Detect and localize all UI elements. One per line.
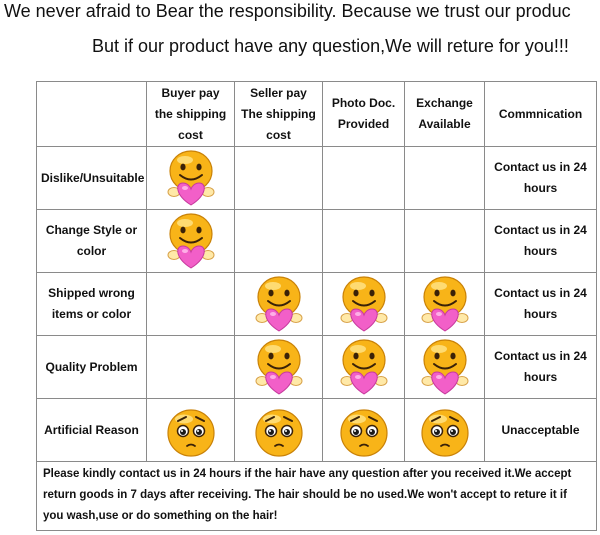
- icon-cell: [235, 399, 323, 462]
- communication-cell: Contact us in 24 hours: [485, 336, 597, 399]
- icon-cell: [235, 147, 323, 210]
- icon-cell: [235, 336, 323, 399]
- communication-cell: Contact us in 24 hours: [485, 273, 597, 336]
- header-communication: Commnication: [485, 82, 597, 147]
- happy-heart-icon: [419, 275, 471, 333]
- icon-cell: [147, 273, 235, 336]
- sad-face-icon: [338, 401, 390, 459]
- icon-cell: [147, 147, 235, 210]
- icon-cell: [235, 210, 323, 273]
- icon-cell: [323, 147, 405, 210]
- happy-heart-icon: [253, 338, 305, 396]
- communication-cell: Contact us in 24 hours: [485, 147, 597, 210]
- icon-cell: [323, 210, 405, 273]
- policy-note: Please kindly contact us in 24 hours if the hair have any question after you received it.We accept return goods in 7 days after receiving. The hair should be no used.We won't accept to reture it if you wash,use or do something on the hair!: [37, 462, 597, 531]
- happy-heart-icon: [253, 275, 305, 333]
- header-buyer-pay: Buyer pay the shipping cost: [147, 82, 235, 147]
- icon-cell: [405, 147, 485, 210]
- header-photo-doc: Photo Doc. Provided: [323, 82, 405, 147]
- icon-cell: [405, 336, 485, 399]
- headline-line-1: We never afraid to Bear the responsibility. Because we trust our produc: [4, 1, 571, 21]
- table-row: [37, 399, 597, 462]
- icon-cell: [235, 273, 323, 336]
- icon-cell: [323, 399, 405, 462]
- icon-cell: [405, 273, 485, 336]
- icon-cell: [405, 210, 485, 273]
- sad-face-icon: [253, 401, 305, 459]
- header-corner: [37, 82, 147, 147]
- table-row: [37, 336, 597, 399]
- row-label: Shipped wrong items or color: [37, 273, 147, 336]
- table-row: [37, 147, 597, 210]
- sad-face-icon: [419, 401, 471, 459]
- communication-cell: Unacceptable: [485, 399, 597, 462]
- happy-heart-icon: [165, 149, 217, 207]
- header-seller-pay: Seller pay The shipping cost: [235, 82, 323, 147]
- header-row: [37, 82, 597, 147]
- row-label: Quality Problem: [37, 336, 147, 399]
- icon-cell: [405, 399, 485, 462]
- sad-face-icon: [165, 401, 217, 459]
- happy-heart-icon: [338, 275, 390, 333]
- table-row: [37, 210, 597, 273]
- row-label: Change Style or color: [37, 210, 147, 273]
- note-row: [37, 462, 597, 531]
- icon-cell: [147, 336, 235, 399]
- communication-cell: Contact us in 24 hours: [485, 210, 597, 273]
- table-row: [37, 273, 597, 336]
- icon-cell: [323, 336, 405, 399]
- icon-cell: [147, 399, 235, 462]
- row-label: Dislike/Unsuitable: [37, 147, 147, 210]
- happy-heart-icon: [165, 212, 217, 270]
- happy-heart-icon: [419, 338, 471, 396]
- happy-heart-icon: [338, 338, 390, 396]
- headline-line-2: But if our product have any question,We will reture for you!!!: [92, 36, 569, 56]
- icon-cell: [323, 273, 405, 336]
- policy-table: [36, 81, 597, 531]
- header-exchange: Exchange Available: [405, 82, 485, 147]
- icon-cell: [147, 210, 235, 273]
- row-label: Artificial Reason: [37, 399, 147, 462]
